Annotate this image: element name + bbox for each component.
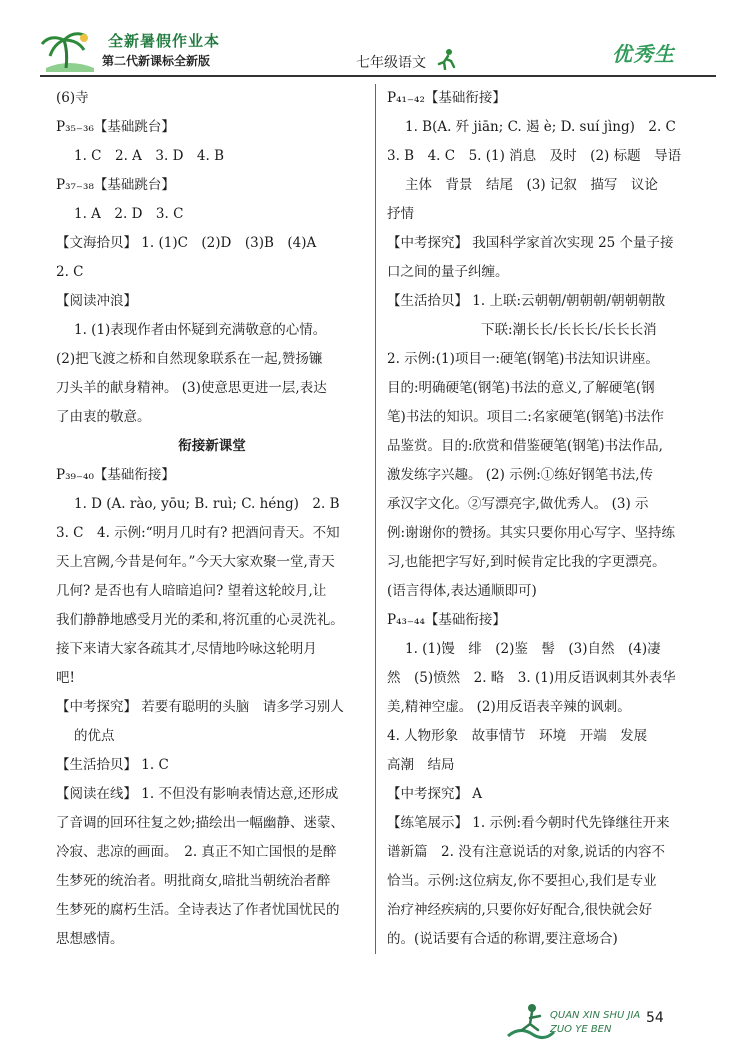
answer-line: (2)把飞渡之桥和自然现象联系在一起,赞扬镰 bbox=[56, 351, 323, 367]
grade-subject-title: 七年级语文 bbox=[356, 55, 426, 71]
answer-line: 治疗神经疾病的,只要你好好配合,很快就会好 bbox=[387, 902, 653, 918]
answer-line: 高潮 结局 bbox=[387, 757, 455, 773]
answer-line: 美,精神空虚。 (2)用反语表辛辣的讽刺。 bbox=[387, 699, 631, 715]
answer-line: (语言得体,表达通顺即可) bbox=[387, 583, 537, 599]
answer-line: 的。(说话要有合适的称谓,要注意场合) bbox=[387, 931, 618, 947]
right-column bbox=[387, 84, 705, 954]
footer-pinyin-line1: QUAN XIN SHU JIA bbox=[550, 1010, 641, 1021]
answer-line: 1. A 2. D 3. C bbox=[74, 206, 184, 222]
answer-line: 1. B(A. 歼 jiān; C. 遏 è; D. suí jìng) 2. C bbox=[405, 119, 676, 135]
answer-line: 激发练字兴趣。 (2) 示例:①练好钢笔书法,传 bbox=[387, 467, 654, 483]
section-heading: P₄₁₋₄₂【基础衔接】 bbox=[387, 90, 506, 106]
answer-line: 天上宫阙,今昔是何年。”今天大家欢聚一堂,青天 bbox=[56, 554, 335, 570]
answer-line: 目的:明确硬笔(钢笔)书法的意义,了解硬笔(钢 bbox=[387, 380, 655, 396]
section-heading: 【阅读冲浪】 bbox=[56, 293, 137, 309]
answer-line: 习,也能把字写好,到时候肯定比我的字更漂亮。 bbox=[387, 554, 666, 570]
answer-line: 【中考探究】 我国科学家首次实现 25 个量子接 bbox=[387, 235, 674, 251]
answer-line: 1. (1)表现作者由怀疑到充满敬意的心情。 bbox=[74, 322, 327, 338]
section-heading: P₃₉₋₄₀【基础衔接】 bbox=[56, 467, 175, 483]
answer-line: 思想感情。 bbox=[56, 931, 124, 947]
book-series-title: 全新暑假作业本 bbox=[108, 32, 221, 50]
palm-tree-icon bbox=[40, 28, 98, 74]
answer-line: 接下来请大家各疏其才,尽情地吟咏这轮明月 bbox=[56, 641, 317, 657]
answer-line: 了由衷的敬意。 bbox=[56, 409, 151, 425]
answer-line: 3. B 4. C 5. (1) 消息 及时 (2) 标题 导语 bbox=[387, 148, 682, 164]
chapter-heading: 衔接新课堂 bbox=[178, 438, 246, 454]
running-figure-icon bbox=[436, 48, 458, 70]
header-rule bbox=[40, 75, 716, 77]
answer-line: 【生活拾贝】 1. 上联:云朝朝/朝朝朝/朝朝朝散 bbox=[387, 293, 666, 309]
answer-line: 口之间的量子纠缠。 bbox=[387, 264, 509, 280]
brand-logo bbox=[598, 38, 718, 74]
answer-line: 几何? 是否也有人暗暗追问? 望着这轮皎月,让 bbox=[56, 583, 327, 599]
answer-line: 抒情 bbox=[387, 206, 414, 222]
answer-line: (6)寺 bbox=[56, 90, 89, 106]
page-header bbox=[0, 0, 750, 80]
section-heading: P₃₇₋₃₈【基础跳台】 bbox=[56, 177, 175, 193]
answer-line: 【练笔展示】 1. 示例:看今朝时代先锋继往开来 bbox=[387, 815, 670, 831]
answer-line: 1. D (A. rào, yōu; B. ruì; C. héng) 2. B bbox=[74, 496, 340, 512]
answer-line: 下联:潮长长/长长长/长长长消 bbox=[481, 322, 657, 338]
answer-line: 了音调的回环往复之妙;描绘出一幅幽静、迷蒙、 bbox=[56, 815, 345, 831]
page-number: 54 bbox=[646, 1010, 664, 1026]
answer-line: 【生活拾贝】 1. C bbox=[56, 757, 169, 773]
answer-line: 【中考探究】 若要有聪明的头脑 请多学习别人 bbox=[56, 699, 344, 715]
section-heading: P₃₅₋₃₆【基础跳台】 bbox=[56, 119, 175, 135]
left-column bbox=[56, 84, 368, 954]
footer-pinyin-line2: ZUO YE BEN bbox=[550, 1024, 612, 1035]
book-edition-subtitle: 第二代新课标全新版 bbox=[102, 54, 211, 68]
answer-line: 冷寂、悲凉的画面。 2. 真正不知亡国恨的是醉 bbox=[56, 844, 337, 860]
answer-line: 我们静静地感受月光的柔和,将沉重的心灵洗礼。 bbox=[56, 612, 344, 628]
answer-line: 【阅读在线】 1. 不但没有影响表情达意,还形成 bbox=[56, 786, 339, 802]
column-divider bbox=[375, 84, 376, 954]
answer-line: 生梦死的腐朽生活。全诗表达了作者忧国忧民的 bbox=[56, 902, 340, 918]
answer-line: 恰当。示例:这位病友,你不要担心,我们是专业 bbox=[387, 873, 657, 889]
answer-line: 品鉴赏。目的:欣赏和借鉴硬笔(钢笔)书法作品, bbox=[387, 438, 663, 454]
answer-line: 然 (5)愤然 2. 略 3. (1)用反语讽刺其外表华 bbox=[387, 670, 676, 686]
answer-line: 2. 示例:(1)项目一:硬笔(钢笔)书法知识讲座。 bbox=[387, 351, 659, 367]
book-logo bbox=[40, 28, 240, 74]
surfer-icon bbox=[506, 996, 556, 1046]
page-footer bbox=[506, 996, 736, 1046]
answer-line: 生梦死的统治者。明批商女,暗批当朝统治者醉 bbox=[56, 873, 331, 889]
section-heading: P₄₃₋₄₄【基础衔接】 bbox=[387, 612, 506, 628]
answer-line: 谱新篇 2. 没有注意说话的对象,说话的内容不 bbox=[387, 844, 665, 860]
answer-line: 3. C 4. 示例:“明月几时有? 把酒问青天。不知 bbox=[56, 525, 340, 541]
answer-line: 【文海拾贝】 1. (1)C (2)D (3)B (4)A bbox=[56, 235, 317, 251]
answer-line: 刀头羊的献身精神。 (3)使意思更进一层,表达 bbox=[56, 380, 327, 396]
answer-line: 承汉字文化。②写漂亮字,做优秀人。 (3) 示 bbox=[387, 496, 649, 512]
answer-line: 【中考探究】 A bbox=[387, 786, 483, 802]
brand-name: 优秀生 bbox=[612, 42, 675, 66]
answer-line: 主体 背景 结尾 (3) 记叙 描写 议论 bbox=[405, 177, 658, 193]
answer-line: 1. (1)馒 绯 (2)鉴 髻 (3)自然 (4)凄 bbox=[405, 641, 661, 657]
answer-line: 例:谢谢你的赞扬。其实只要你用心写字、坚持练 bbox=[387, 525, 676, 541]
answer-line: 笔)书法的知识。项目二:名家硬笔(钢笔)书法作 bbox=[387, 409, 664, 425]
answer-line: 4. 人物形象 故事情节 环境 开端 发展 bbox=[387, 728, 648, 744]
answer-line: 2. C bbox=[56, 264, 84, 280]
answer-line: 的优点 bbox=[74, 728, 115, 744]
answer-line: 吧! bbox=[56, 670, 75, 686]
answer-line: 1. C 2. A 3. D 4. B bbox=[74, 148, 225, 164]
